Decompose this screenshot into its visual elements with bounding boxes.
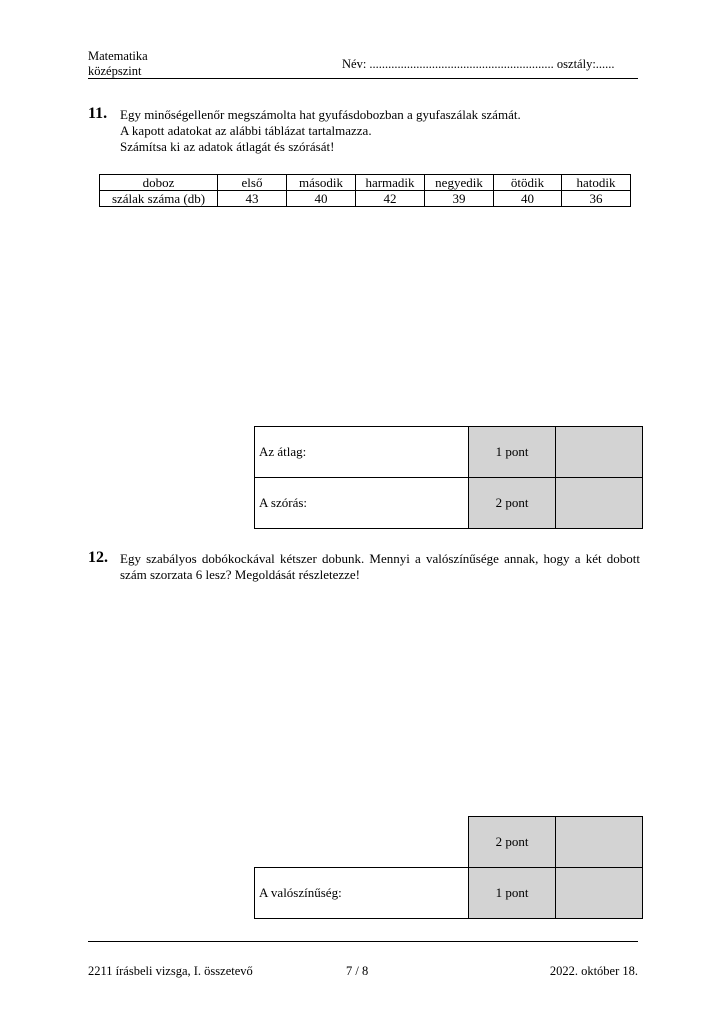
subject-label: Matematika bbox=[88, 49, 148, 63]
header-subject bbox=[88, 49, 148, 79]
problem-11-text bbox=[120, 107, 640, 155]
table-header-cell: első bbox=[218, 175, 287, 191]
table-cell: 40 bbox=[287, 191, 356, 207]
footer-divider bbox=[88, 941, 638, 942]
matchbox-data-table bbox=[99, 174, 631, 207]
problem-12-score-table bbox=[254, 816, 643, 919]
page-number: 7 / 8 bbox=[346, 964, 369, 978]
points-cell: 1 pont bbox=[469, 868, 556, 919]
score-box bbox=[556, 868, 643, 919]
answer-label-mean: Az átlag: bbox=[255, 427, 469, 478]
table-cell: 42 bbox=[356, 191, 425, 207]
header-divider bbox=[88, 78, 638, 79]
problem-11-score-table bbox=[254, 426, 643, 529]
table-row bbox=[100, 191, 631, 207]
table-header-cell: harmadik bbox=[356, 175, 425, 191]
footer-exam-label: 2211 írásbeli vizsga, I. összetevő bbox=[88, 964, 253, 978]
points-cell: 2 pont bbox=[469, 817, 556, 868]
problem-11-number: 11. bbox=[88, 105, 108, 122]
table-cell: 43 bbox=[218, 191, 287, 207]
table-header-cell: negyedik bbox=[425, 175, 494, 191]
problem-12-number: 12. bbox=[88, 549, 108, 566]
level-label: középszint bbox=[88, 64, 142, 78]
table-cell: 36 bbox=[562, 191, 631, 207]
problem-11-line: Egy minőségellenőr megszámolta hat gyufásdobozban a gyufaszálak számát. bbox=[120, 107, 521, 122]
answer-label-empty bbox=[255, 817, 469, 868]
table-header-cell: hatodik bbox=[562, 175, 631, 191]
table-cell: 39 bbox=[425, 191, 494, 207]
score-box bbox=[556, 478, 643, 529]
table-header-cell: ötödik bbox=[494, 175, 562, 191]
points-cell: 1 pont bbox=[469, 427, 556, 478]
problem-12-text: Egy szabályos dobókockával kétszer dobunk. Mennyi a valószínűsége annak, hogy a két dobott szám szorzata 6 lesz? Megoldását részletezze! bbox=[120, 551, 640, 582]
score-row bbox=[255, 427, 643, 478]
score-row bbox=[255, 817, 643, 868]
score-row bbox=[255, 868, 643, 919]
answer-label-stddev: A szórás: bbox=[255, 478, 469, 529]
table-header-cell: második bbox=[287, 175, 356, 191]
points-cell: 2 pont bbox=[469, 478, 556, 529]
score-box bbox=[556, 427, 643, 478]
exam-date: 2022. október 18. bbox=[549, 964, 638, 978]
problem-11-line: Számítsa ki az adatok átlagát és szórását! bbox=[120, 139, 335, 154]
answer-label-probability: A valószínűség: bbox=[255, 868, 469, 919]
score-row bbox=[255, 478, 643, 529]
table-header-label: doboz bbox=[100, 175, 218, 191]
table-cell: 40 bbox=[494, 191, 562, 207]
score-box bbox=[556, 817, 643, 868]
table-header-row bbox=[100, 175, 631, 191]
name-class-field: Név: ........................................................... osztály:...... bbox=[342, 57, 615, 71]
table-row-label: szálak száma (db) bbox=[100, 191, 218, 207]
problem-11-line: A kapott adatokat az alábbi táblázat tartalmazza. bbox=[120, 123, 372, 138]
